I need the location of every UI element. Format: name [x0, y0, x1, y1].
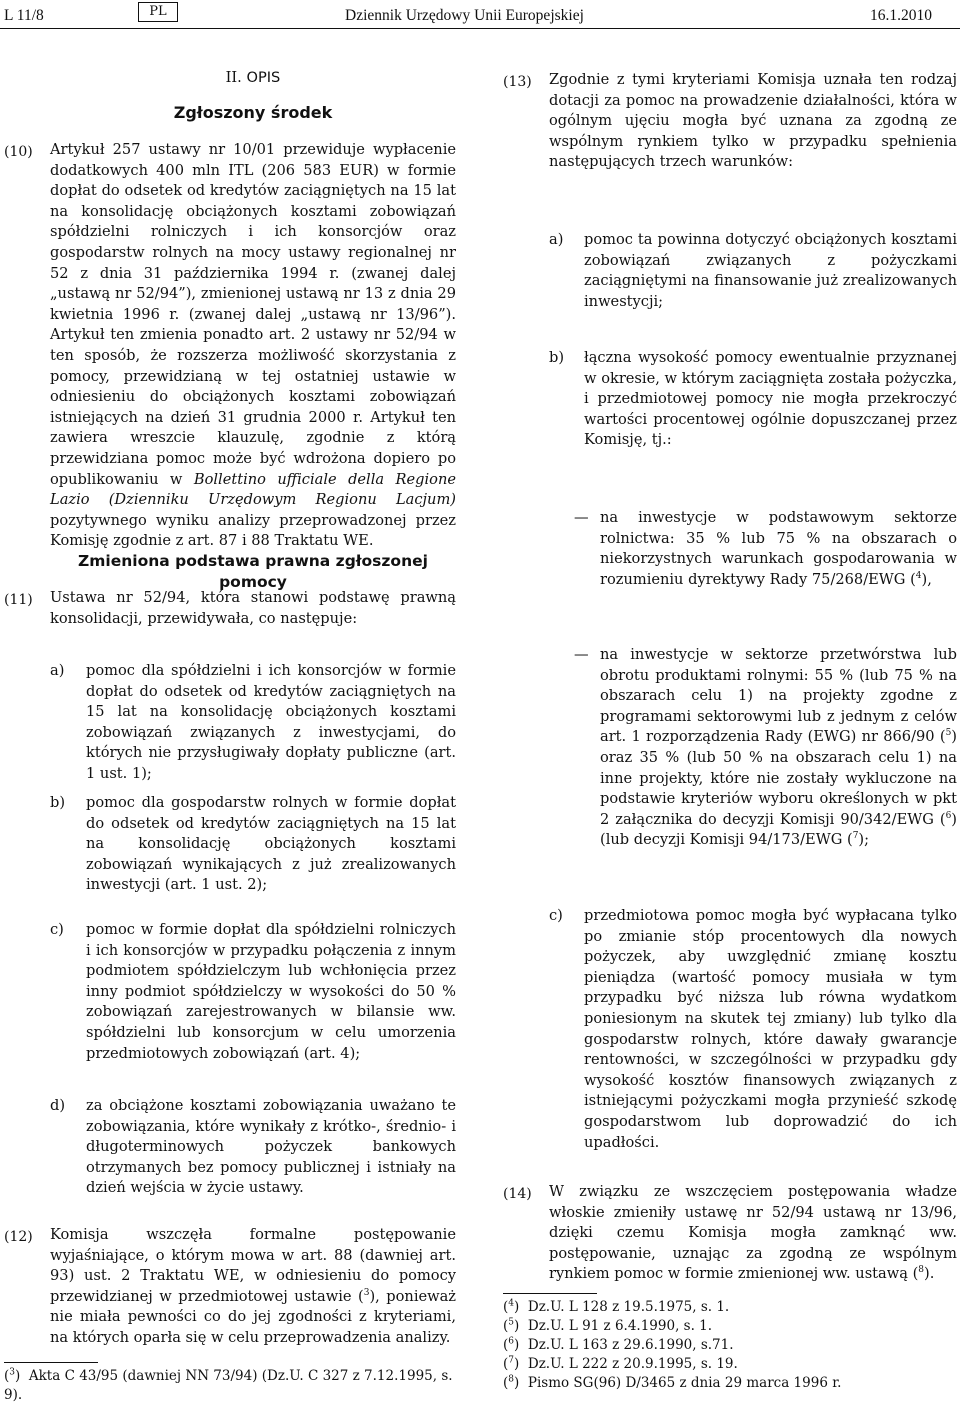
section-label: OPIS — [246, 69, 281, 86]
paragraph-12-text: Komisja wszczęła formalne postępowanie wyjaśniające, o którym mowa w art. 88 (dawniej art. 93) ust. 2 Traktatu WE, w odniesieniu do pomocy przewidzianej w przedmiotowej ustawie ( — [50, 1226, 456, 1305]
header-rule — [0, 28, 960, 29]
paragraph-13: Zgodnie z tymi kryteriami Komisja uznała ten rodzaj dotacji za pomoc na prowadzenie działalności, która w ogólnym ujęciu mogła być uznana za zgodną ze wspólnym rynkiem tylko w przypadku spełnienia następujących trzech warunków: — [549, 71, 957, 171]
condition-label-b: b) — [549, 349, 565, 366]
paragraph-number-11: (11) — [4, 592, 33, 608]
item-a: pomoc dla spółdzielni i ich konsorcjów w formie dopłat do odsetek od kredytów zaciągniętych na 15 lat na konsolidację obciążonych kosztami zobowiązań związanych z inwestycjami, do których nie przysługiwały dopłaty publiczne (art. 1 ust. 1); — [86, 662, 456, 782]
journal-title: Dziennik Urzędowy Unii Europejskiej — [345, 7, 584, 24]
footnote-text-4: Dz.U. L 128 z 19.5.1975, s. 1. — [527, 1299, 730, 1315]
paragraph-14-text-end: ). — [924, 1265, 935, 1283]
footnote-5: ($^5$) Dz.U. L 91 z 6.4.1990, s. 1. — [503, 1317, 713, 1334]
condition-label-c: c) — [549, 907, 563, 924]
paragraph-11: Ustawa nr 52/94, która stanowi podstawę prawną konsolidacji, przewidywała, co następuje: — [50, 589, 456, 627]
footnote-text-5: Dz.U. L 91 z 6.4.1990, s. 1. — [527, 1318, 713, 1334]
item-label-a: a) — [50, 662, 65, 679]
dash-item-2-text-d: ); — [858, 831, 870, 849]
footnote-7: ($^7$) Dz.U. L 222 z 20.9.1995, s. 19. — [503, 1355, 738, 1372]
footnote-8: ($^8$) Pismo SG(96) D/3465 z dnia 29 marca 1996 r. — [503, 1374, 842, 1391]
paragraph-12-text-end: ), ponieważ nie miała pewności co do jej zgodności z kryteriami, na których oparła się w celu przeprowadzenia analizy. — [50, 1287, 456, 1346]
language-code-box: PL — [138, 2, 178, 22]
condition-a: pomoc ta powinna dotyczyć obciążonych kosztami zobowiązań związanych z pożyczkami zaciągniętymi na finansowanie już zrealizowanych inwestycji; — [584, 231, 957, 310]
footnote-text-3: Akta C 43/95 (dawniej NN 73/94) (Dz.U. C 327 z 7.12.1995, s. 9). — [4, 1368, 453, 1403]
page-reference: L 11/8 — [4, 7, 44, 24]
footnote-ref-5: 5 — [945, 728, 952, 739]
footnote-ref-4: 4 — [915, 570, 922, 581]
item-b: pomoc dla gospodarstw rolnych w formie dopłat do odsetek od kredytów zaciągniętych na 15 lat na konsolidację obciążonych kosztami zobowiązań wynikających z już zrealizowanych inwestycji (art. 1 ust. 2); — [86, 794, 456, 894]
footnote-number-3: 3 — [9, 1367, 16, 1378]
footnote-6: ($^6$) Dz.U. L 163 z 29.6.1990, s.71. — [503, 1336, 734, 1353]
paragraph-12 — [50, 1225, 456, 1349]
footnote-number-8: 8 — [508, 1374, 515, 1385]
condition-label-a: a) — [549, 231, 564, 248]
footnote-rule-right — [503, 1293, 597, 1294]
paragraph-10-text: Artykuł 257 ustawy nr 10/01 przewiduje wypłacenie dodatkowych 400 mln ITL (206 583 EUR) w formie dopłat do odsetek od kredytów zaciągniętych na 15 lat na konsolidację obciążonych kosztami zobowiązań spółdzielni rolniczych i ich konsorcjów oraz gospodarstw rolnych na mocy ustawy regionalnej nr 52 z dnia 31 października 1994 r. (zwanej dalej „ustawą nr 52/94”), zmienionej ustawą nr 13 z dnia 29 kwietnia 1996 r. (zwanej dalej „ustawą nr 13/96”). Artykuł ten zmienia ponadto art. 2 ustawy nr 52/94 w ten sposób, że rozszerza możliwość skorzystania z pomocy, przewidzianą w tej ostatniej ustawie w odniesieniu do obciążonych kosztami zobowiązań istniejących na dzień 31 grudnia 2000 r. Artykuł ten zawiera wreszcie klauzulę, zgodnie z którą przewidziana pomoc może być wdrożona dopiero po opublikowaniu w — [50, 141, 456, 488]
paragraph-number-12: (12) — [4, 1229, 33, 1245]
paragraph-10-text-end: pozytywnego wyniku analizy przeprowadzonej przez Komisję zgodnie z art. 87 i 88 Traktatu WE. — [50, 511, 456, 550]
section-heading — [50, 68, 456, 89]
footnote-text-8: Pismo SG(96) D/3465 z dnia 29 marca 1996 r. — [527, 1375, 842, 1391]
condition-c: przedmiotowa pomoc mogła być wypłacana tylko po zmianie stóp procentowych dla nowych pożyczek, aby uwzględnić zmianę kosztu pieniądza (wartość pomocy musiała w tym przypadku być niższa lub równa wydatkom poniesionym na skutek tej zmiany) lub tylko dla gospodarstw rolnych, które dawały gwarancje rentowności, w szczególności w przypadku gdy wysokość kosztów finansowych związanych z istniejącymi pożyczkami mogła przynieść szkodę gospodarstwom lub doprowadzić do ich upadłości. — [584, 907, 957, 1151]
paragraph-10-italic: Bollettino ufficiale della Regione Lazio (Dzienniku Urzędowym Regionu Lacjum) — [50, 470, 456, 509]
footnote-number-6: 6 — [508, 1336, 515, 1347]
publication-date: 16.1.2010 — [870, 7, 932, 24]
item-c: pomoc w formie dopłat dla spółdzielni rolniczych i ich konsorcjów w przypadku połączenia z innym podmiotem spółdzielczym lub wchłonięcia przez inny podmiot spółdzielczy w wysokości do 50 % zobowiązań zarejestrowanych w bilansie ww. spółdzielni lub konsorcjum w celu umorzenia przedmiotowych zobowiązań (art. 4); — [86, 921, 456, 1062]
dash-item-1 — [600, 508, 957, 590]
paragraph-number-13: (13) — [503, 74, 532, 90]
dash-marker-2: — — [574, 646, 589, 663]
item-label-c: c) — [50, 921, 64, 938]
footnote-ref-3: 3 — [363, 1287, 370, 1298]
dash-item-1-text-end: ), — [921, 570, 932, 588]
item-d: za obciążone kosztami zobowiązania uważano te zobowiązania, które wynikały z krótko-, średnio- i długoterminowych pożyczek bankowych otrzymanych bez pomocy publicznej i istniały na dzień wejścia w życie ustawy. — [86, 1097, 456, 1197]
paragraph-14 — [549, 1182, 957, 1285]
section-number: II. — [225, 69, 242, 86]
condition-b: łączna wysokość pomocy ewentualnie przyznanej w okresie, w którym zaciągnięta została pożyczka, i przedmiotowej pomocy nie mogła przekroczyć wartości procentowej ogólnie dopuszczanej przez Komisję, tj.: — [584, 349, 957, 449]
footnote-ref-7: 7 — [852, 831, 859, 842]
footnote-3: ($^3$) Akta C 43/95 (dawniej NN 73/94) (Dz.U. C 327 z 7.12.1995, s. 9). — [4, 1367, 453, 1403]
footnote-ref-8: 8 — [918, 1265, 925, 1276]
paragraph-10 — [50, 140, 456, 552]
footnote-text-7: Dz.U. L 222 z 20.9.1995, s. 19. — [527, 1356, 738, 1372]
paragraph-number-14: (14) — [503, 1186, 532, 1202]
heading-measure: Zgłoszony środek — [173, 103, 333, 122]
item-label-d: d) — [50, 1097, 66, 1114]
dash-item-2 — [600, 645, 957, 851]
footnote-rule-left — [4, 1362, 98, 1363]
footnote-number-4: 4 — [508, 1298, 515, 1309]
footnote-4: ($^4$) Dz.U. L 128 z 19.5.1975, s. 1. — [503, 1298, 730, 1315]
footnote-ref-6: 6 — [945, 810, 952, 821]
footnote-number-5: 5 — [508, 1317, 515, 1328]
footnote-text-6: Dz.U. L 163 z 29.6.1990, s.71. — [527, 1337, 734, 1353]
item-label-b: b) — [50, 794, 66, 811]
paragraph-number-10: (10) — [4, 144, 33, 160]
page-header — [0, 0, 960, 30]
heading-legal-basis: Zmieniona podstawa prawna zgłoszonej pomocy — [78, 552, 428, 591]
dash-item-1-text: na inwestycje w podstawowym sektorze rolnictwa: 35 % lub 75 % na obszarach o niekorzystnych warunkach gospodarowania w rozumieniu dyrektywy Rady 75/268/EWG ( — [600, 509, 957, 588]
dash-item-2-text-b: ) oraz 35 % (lub 50 % na obszarach celu 1) na inne projekty, które nie zostały wykluczone na podstawie kryteriów wyboru określonych w pkt 2 załącznika do decyzji Komisji 90/342/EWG ( — [600, 728, 957, 828]
footnote-number-7: 7 — [508, 1355, 515, 1366]
paragraph-14-text: W związku ze wszczęciem postępowania władze włoskie zmieniły ustawę nr 52/94 ustawą nr 13/96, dzięki czemu Komisja mogła zamknąć ww. postępowanie, uznając za zgodną ze wspólnym rynkiem pomoc w formie zmienionej ww. ustawą ( — [549, 1183, 957, 1283]
dash-marker-1: — — [574, 509, 589, 526]
dash-item-2-text: na inwestycje w sektorze przetwórstwa lub obrotu produktami rolnymi: 55 % (lub 75 % na obszarach celu 1) na projekty zgodne z programami sektorowymi lub z jednym z celów art. 1 rozporządzenia Rady (EWG) nr 866/90 ( — [600, 646, 957, 746]
dash-item-2-text-c: ) (lub decyzji Komisji 94/173/EWG ( — [600, 810, 957, 849]
